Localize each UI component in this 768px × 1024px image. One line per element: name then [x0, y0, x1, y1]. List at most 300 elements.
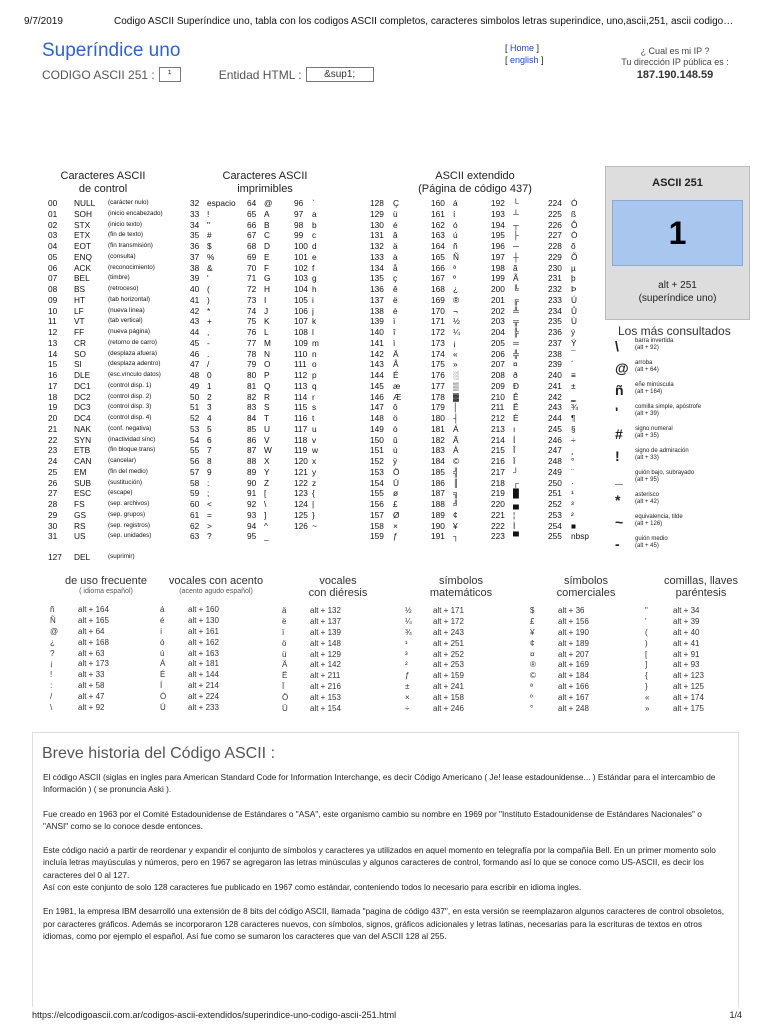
ext-cell: 189 [431, 509, 445, 520]
ip-value: 187.190.148.59 [636, 69, 714, 81]
control-cell: HT [74, 294, 86, 305]
bottom-group-row [405, 682, 517, 693]
printable-cell: ^ [264, 520, 268, 531]
printable-cell: 102 [294, 262, 308, 273]
printable-cell: 43 [190, 316, 200, 327]
ext-cell: Í [513, 434, 516, 445]
ext-cell: 213 [491, 423, 505, 434]
bottom-group-alt: alt + 159 [433, 671, 464, 681]
printable-cell: 113 [294, 380, 308, 391]
bottom-group-row [530, 628, 642, 639]
ext-cell: þ [571, 273, 576, 284]
ext-cell: 221 [491, 509, 505, 520]
control-cell: 31 [48, 531, 58, 542]
ext-cell: á [453, 198, 458, 208]
ext-cell: 246 [548, 434, 562, 445]
ext-cell: ┐ [453, 531, 459, 542]
bottom-group-char: \ [50, 703, 53, 713]
ext-cell: ═ [513, 337, 519, 348]
printable-cell: 95 [247, 531, 257, 542]
bottom-group-alt: alt + 207 [558, 649, 589, 659]
printable-row [190, 478, 342, 489]
most-consulted-symbol: \ [615, 338, 619, 354]
printable-cell: 0 [207, 370, 212, 380]
english-link[interactable]: english [510, 55, 539, 65]
ext-cell: 132 [370, 241, 384, 251]
ext-cell: » [453, 359, 458, 370]
bottom-group-alt: alt + 253 [433, 660, 464, 670]
bottom-group-char: ú [160, 648, 165, 658]
ext-cell: ╗ [453, 488, 459, 499]
bottom-group-alt: alt + 129 [310, 649, 341, 659]
control-cell: 27 [48, 488, 58, 499]
printable-cell: O [264, 359, 271, 370]
printable-cell: 117 [294, 423, 308, 434]
ext-cell: Ö [393, 466, 400, 477]
ext-row [370, 209, 589, 220]
ext-cell: ƒ [393, 531, 398, 542]
ext-cell: 166 [431, 262, 445, 273]
printable-row [190, 392, 342, 403]
ext-cell: µ [571, 262, 576, 273]
ext-cell: 199 [491, 273, 505, 284]
bottom-group-row [282, 682, 394, 693]
printable-cell: 64 [247, 198, 257, 208]
ext-cell: í [453, 208, 456, 219]
control-row [48, 402, 198, 413]
bottom-group-row [50, 670, 162, 681]
bottom-group-row [160, 616, 272, 627]
ext-cell: ├ [513, 230, 519, 241]
bottom-group-row [405, 617, 517, 628]
control-cell: SO [74, 348, 86, 359]
ext-cell: ½ [453, 316, 460, 327]
footer-url: https://elcodigoascii.com.ar/codigos-ascii-extendidos/superindice-uno-codigo-ascii-251.html [32, 1010, 397, 1020]
printable-cell: y [312, 466, 317, 477]
printable-cell: 122 [294, 477, 308, 488]
bottom-group [645, 575, 757, 715]
printable-cell: 54 [190, 434, 200, 445]
printable-cell: 58 [190, 477, 200, 488]
control-cell: 16 [48, 370, 58, 380]
printable-cell: m [312, 337, 319, 348]
bottom-group-alt: alt + 92 [78, 703, 105, 713]
printable-cell [294, 531, 312, 542]
ext-cell: ╣ [453, 466, 459, 477]
ext-cell: 206 [491, 348, 505, 359]
printable-cell: 115 [294, 402, 308, 413]
bottom-group-alt: alt + 160 [188, 605, 219, 614]
printable-cell: W [264, 445, 272, 456]
ext-cell: 217 [491, 466, 505, 477]
bottom-group-char: £ [530, 616, 535, 626]
bottom-group-row [160, 692, 272, 703]
ext-cell: è [393, 305, 398, 316]
printable-cell: 37 [190, 251, 200, 262]
printable-cell: 9 [207, 466, 212, 477]
ext-cell: à [393, 251, 398, 262]
printable-cell: 39 [190, 273, 200, 284]
ext-cell: Á [453, 423, 459, 434]
ext-cell: ® [453, 294, 460, 305]
printable-cell: r [312, 391, 315, 402]
ext-cell: Û [571, 305, 577, 316]
control-cell: (cancelar) [108, 457, 136, 464]
ext-cell: ¦ [513, 509, 516, 520]
ext-cell: 142 [370, 348, 384, 359]
most-consulted-symbol: * [615, 492, 621, 508]
ext-row [370, 510, 589, 521]
print-title: Codigo ASCII Superíndice uno, tabla con los codigos ASCII completos, caracteres simbolos letras superindice, uno,ascii,251, ascii codigo… [114, 16, 734, 27]
printable-cell: 34 [190, 219, 200, 230]
ext-cell: 175 [431, 359, 445, 370]
control-cell: DC1 [74, 380, 91, 391]
printable-cell: 44 [190, 327, 200, 337]
ext-cell: 202 [491, 305, 505, 316]
control-row [48, 316, 198, 327]
printable-cell: 119 [294, 445, 308, 456]
printable-cell: e [312, 251, 317, 262]
printable-row [190, 263, 342, 274]
control-cell: 127 [48, 552, 62, 562]
bottom-group-char: × [405, 693, 410, 703]
control-cell: 04 [48, 241, 58, 251]
bottom-group-alt: alt + 174 [673, 693, 704, 703]
bottom-group-char: Ä [282, 660, 288, 670]
control-cell: 21 [48, 423, 58, 434]
printable-cell: P [264, 370, 270, 380]
printable-header: Caracteres ASCII imprimibles [222, 170, 308, 195]
control-cell: (reconocimiento) [108, 263, 155, 271]
ext-cell: · [571, 477, 574, 488]
ext-row [370, 220, 589, 231]
ext-cell: 198 [491, 262, 505, 273]
bottom-group-alt: alt + 40 [673, 627, 700, 637]
history-title: Breve historia del Código ASCII : [42, 745, 276, 762]
ext-cell: Î [513, 445, 516, 456]
control-cell: ETB [74, 445, 91, 456]
control-cell: (fin del medio) [108, 467, 148, 475]
ext-cell: × [393, 520, 398, 531]
ext-cell: å [393, 262, 398, 273]
bottom-group-char: { [645, 671, 648, 681]
printable-row [190, 488, 342, 499]
printable-cell: 47 [190, 359, 200, 370]
bottom-group-alt: alt + 123 [673, 671, 704, 681]
ext-cell: Ù [571, 316, 577, 327]
ext-row [370, 284, 589, 295]
printable-row [190, 349, 342, 360]
bottom-group-row [645, 606, 757, 617]
ext-cell: © [453, 456, 460, 466]
bottom-group-row [282, 606, 394, 617]
printable-cell: 66 [247, 219, 257, 230]
control-cell: 18 [48, 391, 58, 402]
control-cell: (esc.vínculo datos) [108, 371, 161, 378]
bottom-group-char: ! [50, 670, 53, 680]
ext-cell: 135 [370, 273, 384, 284]
footer-page: 1/4 [729, 1010, 742, 1020]
ext-cell: 205 [491, 337, 505, 348]
printable-cell: 32 [190, 198, 200, 208]
history-p1: El código ASCII (siglas en ingles para American Standard Code for Information Interchange, es decir Código Americano ( Je! lease estadounidense... ) Estándar para el intercambio de Información ) ( se pronuncia Aski ). [43, 772, 716, 795]
bottom-group-char: ( [645, 627, 648, 637]
control-cell: STX [74, 219, 91, 230]
ext-cell: ç [393, 273, 398, 284]
ext-cell: ¨ [571, 466, 574, 477]
ext-cell: 254 [548, 520, 562, 531]
control-cell: (retroceso) [108, 285, 139, 292]
bottom-group-row [160, 703, 272, 714]
control-cell: DC3 [74, 402, 91, 413]
most-consulted-symbol: ~ [615, 514, 624, 530]
ext-cell: Ð [513, 380, 519, 391]
control-cell: RS [74, 520, 86, 531]
control-row [48, 478, 198, 489]
ext-cell: 209 [491, 380, 505, 391]
printable-cell: 78 [247, 348, 257, 359]
ext-cell: 134 [370, 262, 384, 273]
bottom-group-row [50, 681, 162, 692]
bottom-group-alt: alt + 189 [558, 638, 589, 648]
bottom-group-char: / [50, 692, 53, 702]
history-p3: Este código nació a partir de reordenar y expandir el conjunto de símbolos y caracteres ya utilizados en aquel momento en telegrafía por la compañía Bell. En un primer momento solo incluía letras mayúsculas y números, pero en 1967 se agregaron las letras minúsculas y algunos caracteres de control, formando así lo que se conoce como US-ASCII, es decir los caracteres del 0 al 127. [43, 845, 716, 880]
printable-cell: p [312, 370, 317, 380]
control-cell: DEL [74, 552, 91, 562]
ext-cell: 236 [548, 327, 562, 337]
control-cell: (retorno de carro) [108, 338, 157, 346]
ext-row [370, 241, 589, 252]
ext-cell: ß [571, 208, 577, 219]
ext-cell: ┘ [513, 466, 519, 477]
bottom-group-alt: alt + 173 [78, 659, 109, 669]
control-row [48, 306, 198, 317]
ext-cell: 151 [370, 445, 384, 456]
bottom-group-row [282, 617, 394, 628]
printable-cell: - [207, 337, 210, 348]
control-cell: 01 [48, 208, 58, 219]
printable-cell: 42 [190, 305, 200, 316]
code-line [42, 67, 382, 82]
printable-cell: s [312, 402, 317, 413]
bottom-group-alt: alt + 246 [433, 704, 464, 714]
bottom-group-char: Í [160, 681, 163, 691]
printable-row [190, 456, 342, 467]
ext-cell: 233 [548, 294, 562, 305]
printable-row [190, 499, 342, 510]
most-consulted-desc [635, 448, 689, 462]
control-row [48, 198, 198, 209]
bottom-group-row [282, 671, 394, 682]
bottom-group-row [645, 650, 757, 661]
ext-cell: 227 [548, 230, 562, 241]
bottom-group-row [645, 682, 757, 693]
ext-cell: ■ [571, 520, 577, 531]
printable-cell: 73 [247, 294, 257, 305]
control-cell: SI [74, 359, 82, 370]
bottom-group-char: ƒ [405, 671, 410, 681]
control-cell: 10 [48, 305, 58, 316]
ext-cell: õ [571, 241, 576, 251]
bottom-group-alt: alt + 158 [433, 693, 464, 703]
printable-cell: E [264, 251, 270, 262]
ext-cell: 181 [431, 423, 445, 434]
printable-cell: 48 [190, 370, 200, 380]
ext-cell: ï [393, 316, 396, 327]
control-cell: (fin transmisión) [108, 242, 153, 249]
ext-cell: ─ [513, 241, 519, 251]
ext-cell: Ç [393, 198, 399, 208]
bottom-group-row [160, 638, 272, 649]
ext-row [370, 521, 589, 532]
bottom-group-row [405, 639, 517, 650]
bottom-group-alt: alt + 154 [310, 704, 341, 714]
control-cell: (fin bloque trans) [108, 446, 156, 454]
ext-row [370, 273, 589, 284]
ext-cell: ¼ [453, 327, 460, 337]
ext-cell: 215 [491, 445, 505, 456]
ext-cell: 187 [431, 488, 445, 499]
printable-cell: 52 [190, 413, 200, 423]
ext-cell: ¹ [571, 488, 574, 499]
ext-cell: 179 [431, 402, 445, 413]
ext-cell: é [393, 219, 398, 230]
ext-cell: ÿ [393, 456, 398, 466]
control-cell: (tab horizontal) [108, 295, 150, 303]
control-cell: (suprimir) [108, 553, 135, 560]
control-row [48, 445, 198, 456]
ext-cell: 211 [491, 402, 505, 413]
ext-row [370, 531, 589, 542]
ext-row [370, 488, 589, 499]
printable-cell: i [312, 294, 314, 305]
printable-cell: l [312, 327, 314, 337]
ext-cell: 192 [491, 198, 505, 208]
control-cell: CR [74, 337, 86, 348]
printable-cell: z [312, 477, 317, 488]
ext-cell: ░ [453, 370, 459, 380]
bottom-group-char: ¾ [405, 627, 412, 637]
control-row [48, 327, 198, 338]
ext-cell: Õ [571, 251, 578, 262]
ext-cell: 137 [370, 294, 384, 305]
bottom-group-alt: alt + 162 [188, 637, 219, 647]
ext-cell: ª [453, 262, 457, 273]
most-consulted-symbol: @ [615, 360, 629, 376]
printable-row [190, 531, 342, 542]
printable-cell: 5 [207, 423, 212, 434]
printable-cell: 36 [190, 241, 200, 251]
printable-cell: 106 [294, 305, 308, 316]
home-link[interactable]: Home [510, 43, 535, 53]
ext-cell: 140 [370, 327, 384, 337]
control-cell: (sep. archivos) [108, 500, 150, 507]
ext-cell: 248 [548, 456, 562, 466]
printable-cell: 99 [294, 230, 304, 241]
control-row [48, 370, 198, 381]
most-consulted-alt: (alt + 64) [635, 367, 659, 373]
printable-cell: 107 [294, 316, 308, 327]
card-char: 1 [612, 200, 743, 266]
printable-cell: 4 [207, 413, 212, 423]
ext-cell: 245 [548, 423, 562, 434]
ext-cell: 136 [370, 284, 384, 294]
control-row [48, 241, 198, 252]
printable-chars-table [190, 198, 342, 542]
bottom-group-alt: alt + 168 [78, 637, 109, 647]
printable-cell: a [312, 208, 317, 219]
most-consulted-name: equivalencia, tilde [635, 514, 683, 520]
printable-row [190, 306, 342, 317]
printable-cell: 50 [190, 391, 200, 402]
bottom-group-row [50, 703, 162, 714]
printable-cell: 112 [294, 370, 308, 380]
control-row [48, 424, 198, 435]
bottom-group-alt: alt + 214 [188, 681, 219, 691]
ext-cell: ä [393, 241, 398, 251]
bottom-group-row [530, 606, 642, 617]
most-consulted-desc [635, 470, 694, 484]
control-row [48, 499, 198, 510]
ext-cell: Ñ [453, 251, 459, 262]
bottom-group-row [282, 639, 394, 650]
bottom-group-char: ÷ [405, 704, 410, 714]
bottom-group-char: á [160, 605, 165, 614]
control-cell: NULL [74, 198, 96, 208]
print-footer [32, 1010, 742, 1020]
bottom-group-alt: alt + 251 [433, 638, 464, 648]
most-consulted-alt: (alt + 33) [635, 455, 659, 461]
printable-cell: 79 [247, 359, 257, 370]
printable-cell: 41 [190, 294, 200, 305]
most-consulted-desc [635, 426, 673, 440]
bottom-group-char: ï [282, 627, 285, 637]
code-label: CODIGO ASCII 251 : [42, 67, 155, 82]
bottom-group-char: ó [160, 637, 165, 647]
printable-cell: 33 [190, 208, 200, 219]
printable-cell: 105 [294, 294, 308, 305]
ext-row [370, 230, 589, 241]
printable-cell: Y [264, 466, 270, 477]
printable-cell: : [207, 477, 210, 488]
ext-cell: 214 [491, 434, 505, 445]
control-cell: EM [74, 466, 87, 477]
control-cell: 09 [48, 294, 58, 305]
ext-cell: ³ [571, 499, 574, 509]
printable-cell: q [312, 380, 317, 391]
printable-cell: N [264, 348, 270, 359]
bottom-group-alt: alt + 243 [433, 627, 464, 637]
bottom-group-row [50, 616, 162, 627]
printable-cell: 96 [294, 198, 304, 208]
control-row [48, 413, 198, 424]
printable-cell: 63 [190, 531, 200, 542]
bottom-group-char: Ü [282, 704, 288, 714]
ext-row [370, 456, 589, 467]
bottom-group-char: $ [530, 606, 535, 615]
control-cell: VT [74, 316, 85, 327]
ext-row [370, 349, 589, 360]
bottom-group-alt: alt + 169 [558, 660, 589, 670]
printable-cell: 116 [294, 413, 308, 423]
ext-cell: 186 [431, 477, 445, 488]
control-row [48, 510, 198, 521]
ext-cell: 161 [431, 208, 445, 219]
control-row [48, 456, 198, 467]
bottom-group-row [50, 649, 162, 660]
bottom-group-row [645, 660, 757, 671]
printable-cell: 68 [247, 241, 257, 251]
